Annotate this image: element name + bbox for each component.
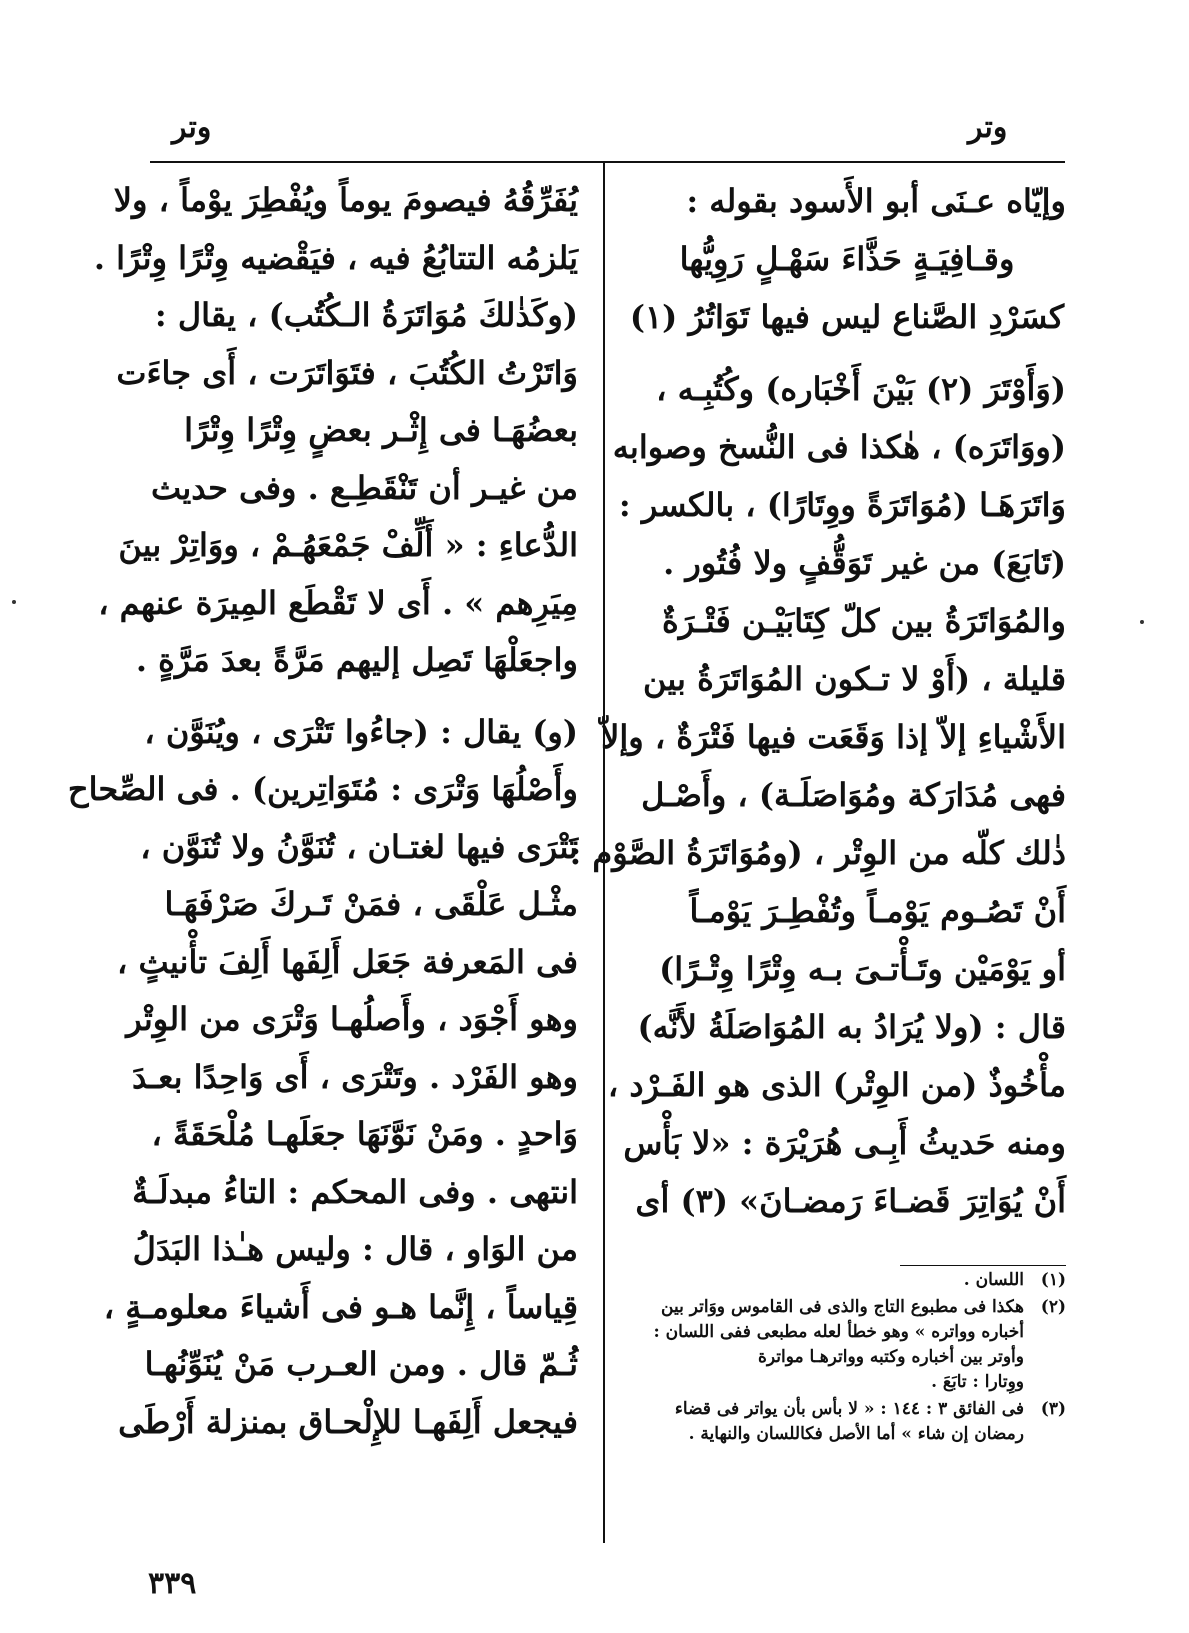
verse-line: وقـافِيَـةٍ حَذَّاءَ سَهْـلٍ رَوِيُّها	[679, 240, 1015, 278]
text-line: فى المَعرفة جَعَل أَلِفَها أَلِفَ تأْنيثٍ ،	[116, 942, 578, 981]
footnote-body	[628, 1268, 1024, 1293]
footnote	[628, 1268, 1066, 1293]
text-line: وأَصْلُهَا وَتْرَى : مُتَوَاتِرين) . فى الصِّحاح	[67, 770, 578, 808]
footnote	[628, 1397, 1066, 1447]
footnote-body	[628, 1397, 1024, 1447]
running-head-left: وتر	[172, 110, 212, 145]
header-rule	[150, 161, 1065, 163]
text-line: (ووَاتَرَه) ، هٰكذا فى النُّسخ وصوابه	[612, 428, 1066, 466]
text-line: وإيّاه عـنَى أبو الأَسود بقوله :	[686, 182, 1066, 220]
paragraph-gap	[628, 346, 1066, 360]
footnote-line: ووِتارا : تابَعَ .	[931, 1372, 1024, 1392]
text-line: من غيـر أن تَنْقَطِـع . وفى حديث	[150, 468, 578, 507]
text-line: من الوَاو ، قال : وليس هـٰذا البَدَلُ	[132, 1230, 578, 1268]
text-line: الأَشْياءِ إلاّ إذا وَقَعَت فيها فَتْرَةٌ ، وإلاّ	[601, 718, 1066, 756]
text-line: قليلة ، (أَوْ لا تـكون المُوَاتَرَةُ بين	[643, 660, 1066, 698]
text-line: ذٰلك كلّه من الوِتْر ، (ومُوَاتَرَةُ الصَّوْم :	[569, 834, 1066, 872]
text-line: (وكَذٰلكَ مُوَاتَرَةُ الـكُتُب) ، يقال :	[154, 296, 578, 334]
footnote-line: رمضان إن شاء » أما الأصل فكاللسان والنهاية .	[688, 1424, 1024, 1444]
text-line: فيجعل أَلِفَهـا للإِلْحـاق بمنزلة أَرْطَى	[118, 1402, 578, 1441]
paragraph-gap	[150, 690, 578, 704]
scan-speck	[1140, 620, 1144, 624]
text-line: مِيَرِهم » . أَى لا تَقْطَع المِيرَة عنهم ،	[98, 583, 578, 622]
text-line: تَتْرَى فيها لغتـان ، تُنَوَّنُ ولا تُنَوَّن ،	[140, 827, 578, 866]
text-line: وَاحدٍ . ومَنْ نَوَّنَهَا جعَلَهـا مُلْحَقَةً ،	[151, 1115, 578, 1153]
left-column	[67, 172, 578, 1451]
text-line: والمُوَاتَرَةُ بين كلّ كِتَابَيْـن فَتْـرَةٌ	[662, 602, 1066, 640]
text-line: (تَابَعَ) من غير تَوَقُّفٍ ولا فُتُور .	[663, 544, 1066, 582]
text-line: الدُّعاءِ : « أَلِّفْ جَمْعَهُـمْ ، ووَاتِرْ بينَ	[118, 526, 578, 564]
footnote-line: هكذا فى مطبوع التاج والذى فى القاموس ووَاتر بين	[661, 1297, 1024, 1317]
right-column	[569, 172, 1066, 1230]
footnote-body	[628, 1295, 1024, 1395]
footnote-line: فى الفائق ٣ : ١٤٤ : « لا بأس بأن يواتر فى قضاء	[674, 1399, 1024, 1419]
footnote-line: وأوتر بين أخباره وكتبه وواترهـا مواترة	[758, 1347, 1024, 1367]
text-line: (وَأَوْتَرَ (٢) بَيْنَ أَخْبَاره) وكُتُبِـه ،	[656, 370, 1066, 408]
footnote-number: (٢)	[1040, 1297, 1066, 1317]
footnote-rule	[900, 1265, 1066, 1266]
text-line: وهو الفَرْد . وتَتْرَى ، أَى وَاحِدًا بعـدَ	[131, 1057, 578, 1096]
text-line: أو يَوْمَيْن وتَـأْتـىَ بـه وِتْرًا وِتْـرًا)	[659, 950, 1066, 988]
text-line: أَنْ تَصُـوم يَوْمـاً وتُفْطِـرَ يَوْمـاً	[689, 892, 1066, 930]
text-line: وهو أَجْوَد ، وأَصلُهـا وَتْرَى من الوِتْر	[126, 1000, 578, 1038]
text-line: أَنْ يُوَاتِرَ قَضـاءَ رَمضـانَ» (٣) أى	[635, 1182, 1066, 1220]
text-line: قِياساً ، إِنَّما هـو فى أَشياءَ معلومـةٍ ،	[103, 1287, 578, 1326]
page-number: ٣٣٩	[148, 1566, 197, 1601]
footnote-number: (١)	[1040, 1270, 1066, 1290]
text-line: انتهى . وفى المحكم : التاءُ مبدلَـةٌ	[132, 1172, 578, 1211]
verse-line: كسَرْدِ الصَّناع ليس فيها تَوَاتُرُ (١)	[629, 298, 1065, 336]
text-line: فهى مُدَارَكة ومُوَاصَلَـة) ، وأَصْـل	[641, 776, 1066, 814]
text-line: مثْـل عَلْقَى ، فمَنْ تَـركَ صَرْفَهَـا	[164, 885, 578, 923]
text-line: يُفَرِّقُهُ فيصومَ يوماً ويُفْطِرَ يوْماً ، ولا	[113, 181, 578, 219]
text-line: وَاتَرَهَـا (مُوَاتَرَةً ووِتَارًا) ، بالكسر :	[618, 486, 1066, 524]
scan-speck	[12, 600, 16, 604]
text-line: يَلزمُه التتابُعُ فيه ، فيَقْضيه وِتْرًا وِتْرًا .	[93, 238, 578, 277]
text-line: (و) يقال : (جاءُوا تَتْرَى ، ويُنَوَّن ،	[144, 712, 578, 751]
text-line: قال : (ولا يُرَادُ به المُوَاصَلَةُ لأَنَّه)	[637, 1008, 1066, 1046]
text-line: وَاتَرْتُ الكُتُبَ ، فتَوَاتَرَت ، أَى جاءَت	[116, 353, 578, 392]
text-line: ومنه حَديثُ أَبِـى هُرَيْرَة : «لا بَأْس	[623, 1124, 1066, 1162]
text-line: بعضُهَـا فى إِثْـر بعضٍ وِتْرًا وِتْرًا	[184, 411, 578, 449]
footnote	[628, 1295, 1066, 1395]
text-line: واجعَلْهَا تَصِل إليهم مَرَّةً بعدَ مَرَّةٍ .	[135, 641, 578, 679]
running-head-right: وتر	[968, 110, 1008, 145]
footnote-number: (٣)	[1040, 1399, 1066, 1419]
footnote-line: أخباره وواتره » وهو خطأ لعله مطبعى ففى اللسان :	[653, 1322, 1024, 1342]
text-line: مأْخُوذٌ (من الوِتْر) الذى هو الفَـرْد ،	[607, 1066, 1066, 1104]
text-line: ثُـمّ قال . ومن العـرب مَنْ يُنَوِّنُهـا	[144, 1345, 578, 1383]
footnotes	[628, 1268, 1066, 1449]
footnote-line: اللسان .	[963, 1270, 1024, 1290]
